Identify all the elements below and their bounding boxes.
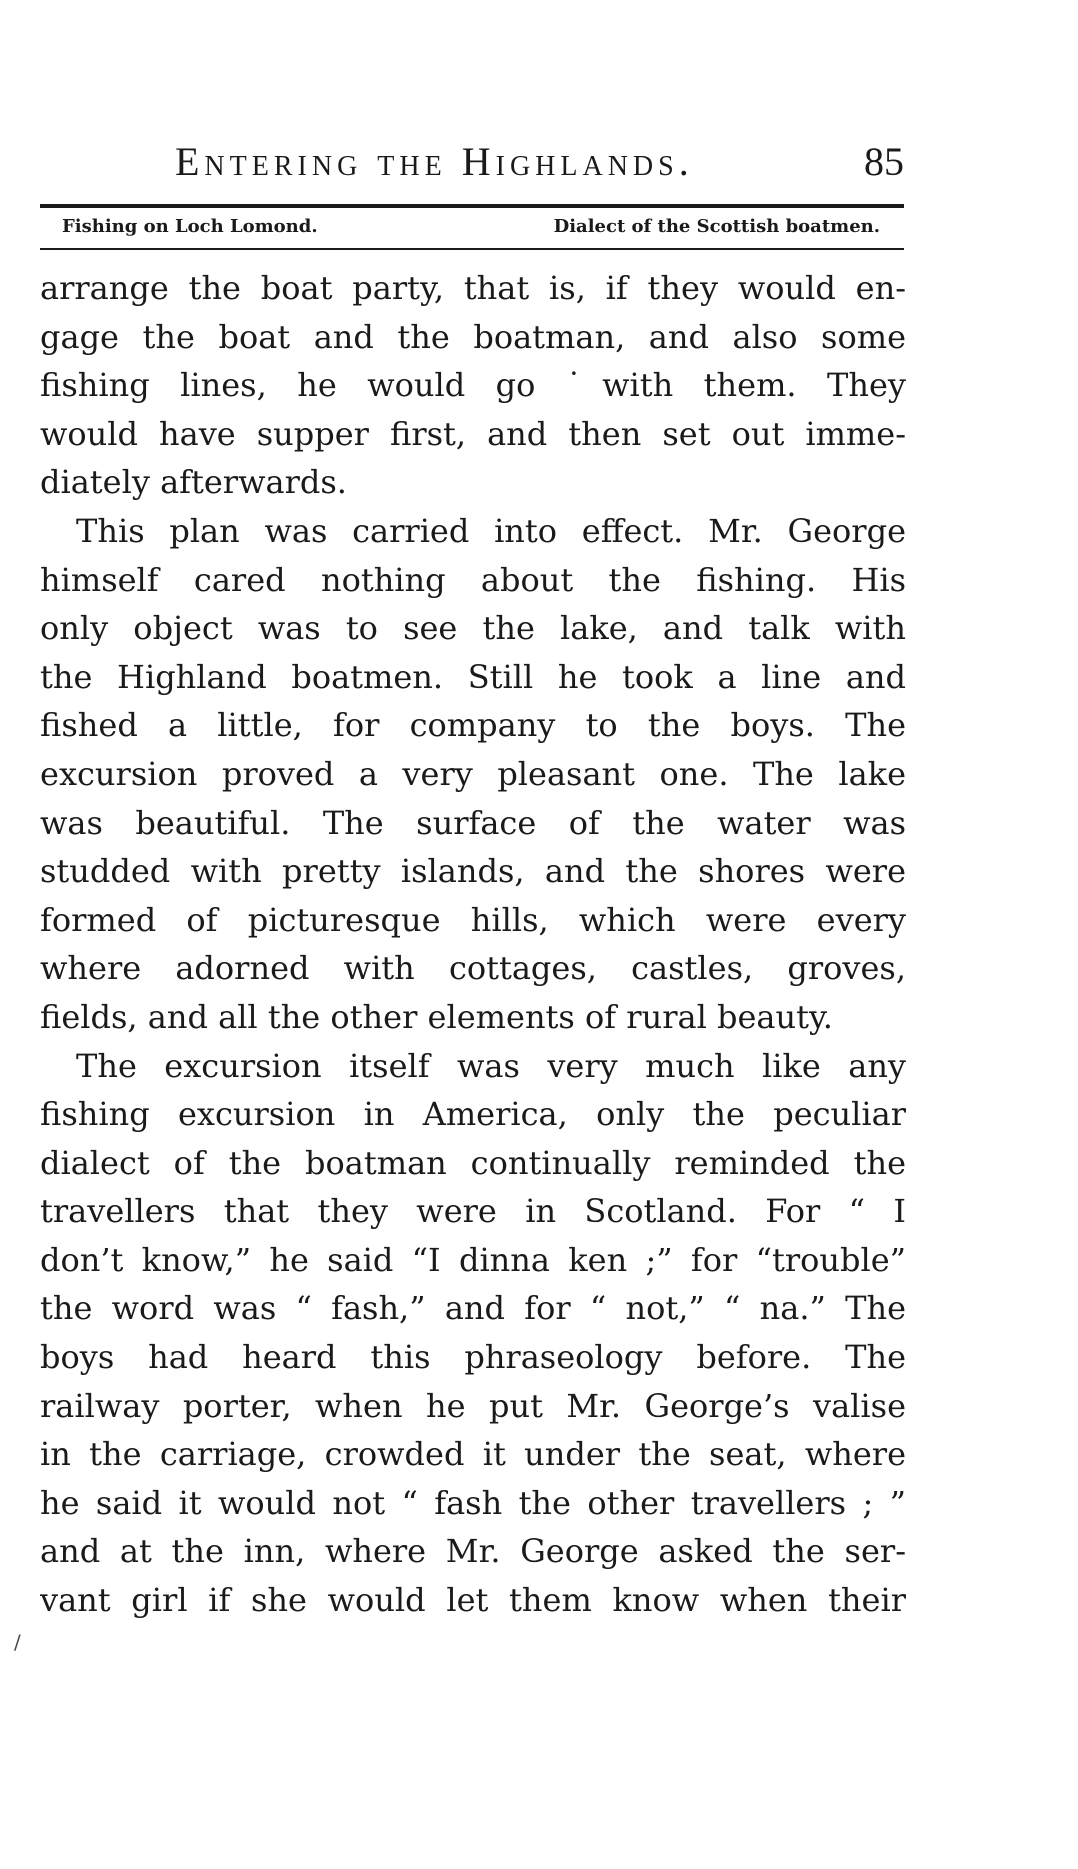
subhead-right: Dialect of the Scottish boatmen.	[553, 216, 880, 237]
text-line: fishing lines, he would go ˙with them. They	[40, 366, 906, 405]
text-line: studded with pretty islands, and the shores were	[40, 852, 906, 891]
page-number: 85	[864, 139, 904, 184]
chapter-title: Entering the Highlands.	[175, 139, 694, 184]
text-line: the word was “ fash,” and for “ not,” “ na.” The	[40, 1289, 906, 1328]
text-line: excursion proved a very pleasant one. The lake	[40, 754, 906, 793]
text-line: railway porter, when he put Mr. George’s valise	[40, 1386, 906, 1425]
text-line: vant girl if she would let them know when their	[40, 1581, 906, 1620]
text-line: himself cared nothing about the fishing. His	[40, 560, 906, 599]
margin-mark: /	[14, 1630, 21, 1654]
text-line: he said it would not “ fash the other travellers ; ”	[40, 1483, 906, 1522]
text-line: fields, and all the other elements of rural beauty.	[40, 997, 833, 1036]
text-line: formed of picturesque hills, which were every	[40, 900, 906, 939]
text-line: where adorned with cottages, castles, groves,	[40, 949, 906, 988]
text-line: fishing excursion in America, only the peculiar	[40, 1095, 906, 1134]
text-line: and at the inn, where Mr. George asked the ser-	[40, 1532, 906, 1571]
text-line: was beautiful. The surface of the water was	[40, 803, 906, 842]
header-rule-thin	[40, 248, 904, 250]
text-line: fished a little, for company to the boys. The	[40, 706, 906, 745]
text-line: dialect of the boatman continually reminded the	[40, 1143, 906, 1182]
text-line: travellers that they were in Scotland. For “ I	[40, 1192, 906, 1231]
running-head	[40, 138, 904, 188]
text-line: gage the boat and the boatman, and also some	[40, 317, 906, 356]
text-line: would have supper first, and then set out imme-	[40, 414, 906, 453]
text-line: This plan was carried into effect. Mr. George	[76, 511, 906, 550]
text-line: the Highland boatmen. Still he took a line and	[40, 657, 906, 696]
text-line: don’t know,” he said “I dinna ken ;” for “trouble”	[40, 1240, 906, 1279]
subheadings	[40, 216, 904, 246]
text-line: The excursion itself was very much like any	[76, 1046, 906, 1085]
text-line: arrange the boat party, that is, if they would en-	[40, 269, 906, 307]
text-line: boys had heard this phraseology before. The	[40, 1338, 906, 1377]
text-line: in the carriage, crowded it under the seat, where	[40, 1435, 906, 1474]
header-rule-thick	[40, 204, 904, 208]
text-line: only object was to see the lake, and talk with	[40, 609, 906, 648]
text-line: diately afterwards.	[40, 463, 347, 502]
body-text	[40, 264, 906, 1625]
subhead-left: Fishing on Loch Lomond.	[62, 216, 318, 237]
